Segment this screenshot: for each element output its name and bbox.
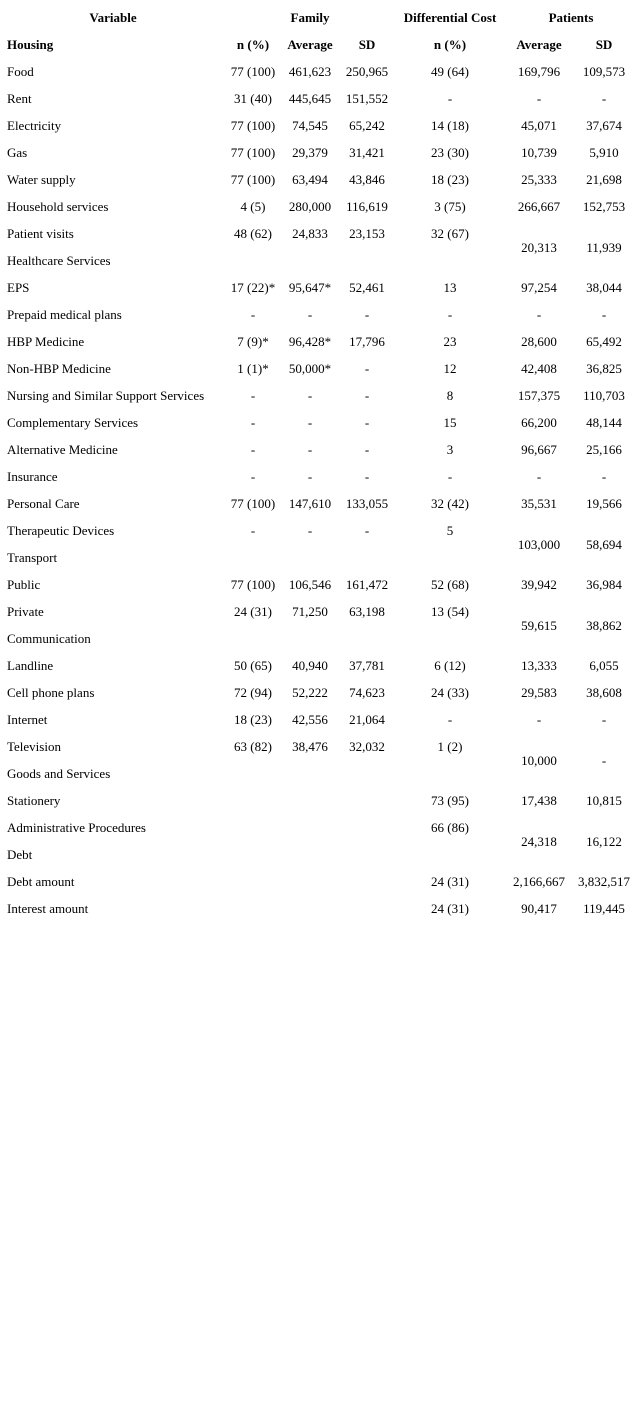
cell-patients-average: 35,531: [521, 496, 557, 511]
cell-family-average: 42,556: [292, 712, 328, 727]
cell-diff-n: 23: [443, 334, 457, 349]
cell-diff-n: -: [447, 307, 453, 322]
row-label: Gas: [7, 145, 28, 160]
cell-family-average: -: [307, 469, 313, 484]
cell-patients-sd: 37,674: [586, 118, 622, 133]
cell-family-n: -: [250, 523, 256, 538]
cell-patients-average: 169,796: [517, 64, 561, 79]
cell-diff-n: 24 (31): [431, 874, 469, 889]
row-label: Food: [7, 64, 34, 79]
cell-diff-n: 8: [446, 388, 454, 403]
cell-diff-n: 13 (54): [431, 604, 469, 619]
cell-patients-sd: -: [601, 712, 607, 727]
row-label: Stationery: [7, 793, 61, 808]
cell-family-n: 48 (62): [234, 226, 272, 241]
cell-diff-n: 24 (33): [431, 685, 469, 700]
cell-patients-average: 17,438: [521, 793, 557, 808]
cell-family-n: 24 (31): [234, 604, 272, 619]
cell-family-n: -: [250, 415, 256, 430]
cell-patients-average: -: [536, 91, 542, 106]
cell-family-average: -: [307, 523, 313, 538]
cell-diff-n: 13: [443, 280, 457, 295]
cell-patients-sd: -: [601, 307, 607, 322]
cell-family-n: 77 (100): [230, 172, 276, 187]
cell-family-average: 50,000*: [288, 361, 332, 376]
cell-family-average: 96,428*: [288, 334, 332, 349]
cell-family-sd: -: [364, 469, 370, 484]
row-label: Landline: [7, 658, 54, 673]
cell-family-n: -: [250, 469, 256, 484]
cell-patients-average: 66,200: [521, 415, 557, 430]
row-label: Internet: [7, 712, 48, 727]
cell-patients-average: 45,071: [521, 118, 557, 133]
header-family-n: n (%): [236, 37, 270, 52]
cell-family-n: 31 (40): [234, 91, 272, 106]
row-label: Complementary Services: [7, 415, 139, 430]
cell-family-sd: 161,472: [345, 577, 389, 592]
cell-patients-sd: 6,055: [589, 658, 619, 673]
row-label: Prepaid medical plans: [7, 307, 122, 322]
cell-family-average: 445,645: [288, 91, 332, 106]
cell-patients-average: 29,583: [521, 685, 557, 700]
cell-family-n: -: [250, 388, 256, 403]
row-label: EPS: [7, 280, 30, 295]
cell-diff-n: 73 (95): [431, 793, 469, 808]
cell-family-sd: 23,153: [349, 226, 385, 241]
cell-patients-average: 97,254: [521, 280, 557, 295]
cell-patients-sd: 21,698: [586, 172, 622, 187]
cell-family-sd: 65,242: [349, 118, 385, 133]
cell-family-average: 280,000: [288, 199, 332, 214]
cell-patients-average: 157,375: [517, 388, 561, 403]
header-family: Family: [290, 10, 330, 25]
cell-family-n: 77 (100): [230, 496, 276, 511]
cell-patients-sd: 48,144: [586, 415, 622, 430]
cell-patients-sd: 36,984: [586, 577, 622, 592]
cell-patients-sd: -: [601, 469, 607, 484]
cell-family-sd: 63,198: [349, 604, 385, 619]
cell-family-average: 52,222: [292, 685, 328, 700]
cell-family-n: 72 (94): [234, 685, 272, 700]
cell-diff-n: 3: [446, 442, 454, 457]
cell-diff-n: 1 (2): [437, 739, 463, 754]
cell-family-n: 63 (82): [234, 739, 272, 754]
cell-diff-n: -: [447, 91, 453, 106]
cell-family-sd: -: [364, 361, 370, 376]
row-label: Private: [7, 604, 44, 619]
row-label: Electricity: [7, 118, 62, 133]
cell-diff-n: 24 (31): [431, 901, 469, 916]
cell-diff-n: 14 (18): [431, 118, 469, 133]
cell-family-average: 461,623: [288, 64, 332, 79]
header-family-sd: SD: [358, 37, 376, 52]
cell-patients-sd: -: [601, 91, 607, 106]
cell-diff-n: 66 (86): [431, 820, 469, 835]
cell-patients-average: 96,667: [521, 442, 557, 457]
cell-family-sd: 250,965: [345, 64, 389, 79]
cell-patients-average: 2,166,667: [513, 874, 565, 889]
cell-family-n: 17 (22)*: [230, 280, 276, 295]
cell-diff-n: 32 (42): [431, 496, 469, 511]
cell-family-sd: 52,461: [349, 280, 385, 295]
row-label: Healthcare Services: [7, 253, 111, 268]
cell-family-sd: 133,055: [345, 496, 389, 511]
cell-patients-sd: 38,862: [586, 617, 622, 633]
cell-patients-average: 59,615: [521, 617, 557, 633]
cell-family-n: 1 (1)*: [237, 361, 269, 376]
cell-patients-average: 90,417: [521, 901, 557, 916]
cell-patients-average: -: [536, 712, 542, 727]
cell-family-sd: -: [364, 307, 370, 322]
cell-patients-sd: 16,122: [586, 833, 622, 849]
cell-family-sd: 31,421: [349, 145, 385, 160]
row-label: Therapeutic Devices: [7, 523, 115, 538]
cell-diff-n: 6 (12): [434, 658, 466, 673]
cell-family-n: -: [250, 307, 256, 322]
row-label: Non-HBP Medicine: [7, 361, 111, 376]
cell-family-average: 24,833: [292, 226, 328, 241]
cell-patients-sd: 58,694: [586, 536, 622, 552]
row-label: Debt amount: [7, 874, 75, 889]
cell-family-sd: 116,619: [346, 199, 388, 214]
cell-family-sd: -: [364, 442, 370, 457]
row-label: Interest amount: [7, 901, 89, 916]
cell-family-n: 77 (100): [230, 145, 276, 160]
row-label: Personal Care: [7, 496, 80, 511]
cell-diff-n: 32 (67): [431, 226, 469, 241]
cell-patients-average: -: [536, 469, 542, 484]
cell-patients-average: 25,333: [521, 172, 557, 187]
cell-diff-n: 52 (68): [431, 577, 469, 592]
cell-patients-average: 20,313: [521, 239, 557, 255]
cell-diff-n: 23 (30): [431, 145, 469, 160]
row-label: HBP Medicine: [7, 334, 85, 349]
cell-family-sd: 21,064: [349, 712, 385, 727]
cell-patients-sd: -: [601, 752, 607, 768]
cell-diff-n: 5: [446, 523, 454, 538]
row-label: Cell phone plans: [7, 685, 95, 700]
cell-family-average: 106,546: [288, 577, 332, 592]
row-label: Insurance: [7, 469, 58, 484]
cell-patients-average: 266,667: [517, 199, 561, 214]
cell-family-n: 77 (100): [230, 118, 276, 133]
cell-family-average: 29,379: [292, 145, 328, 160]
row-label: Goods and Services: [7, 766, 111, 781]
cell-diff-n: -: [447, 712, 453, 727]
cell-family-n: 7 (9)*: [237, 334, 269, 349]
cell-family-n: 77 (100): [230, 577, 276, 592]
row-label: Patient visits: [7, 226, 74, 241]
cell-diff-n: 49 (64): [431, 64, 469, 79]
cell-patients-sd: 10,815: [586, 793, 622, 808]
cell-family-sd: 74,623: [349, 685, 385, 700]
cell-family-average: 147,610: [288, 496, 332, 511]
cell-patients-sd: 19,566: [586, 496, 622, 511]
cell-family-sd: 17,796: [349, 334, 385, 349]
cell-patients-sd: 38,608: [586, 685, 622, 700]
cell-patients-average: 42,408: [521, 361, 557, 376]
cell-family-average: -: [307, 442, 313, 457]
cell-patients-average: 13,333: [521, 658, 557, 673]
cell-patients-average: 103,000: [517, 536, 561, 552]
header-patients-sd: SD: [595, 37, 613, 52]
header-patients-average: Average: [516, 37, 562, 52]
row-label: Water supply: [7, 172, 76, 187]
row-label: Transport: [7, 550, 58, 565]
cell-family-average: 71,250: [292, 604, 328, 619]
cell-patients-sd: 36,825: [586, 361, 622, 376]
header-patients: Patients: [548, 10, 594, 25]
cell-family-n: 77 (100): [230, 64, 276, 79]
cell-diff-n: -: [447, 469, 453, 484]
row-label: Debt: [7, 847, 33, 862]
cell-family-sd: 32,032: [349, 739, 385, 754]
row-label: Administrative Procedures: [7, 820, 146, 835]
cell-patients-sd: 3,832,517: [578, 874, 630, 889]
cell-family-average: 63,494: [292, 172, 328, 187]
header-family-average: Average: [287, 37, 333, 52]
row-label: Communication: [7, 631, 91, 646]
cell-diff-n: 18 (23): [431, 172, 469, 187]
cell-family-sd: 43,846: [349, 172, 385, 187]
cell-patients-average: 10,739: [521, 145, 557, 160]
cell-patients-sd: 38,044: [586, 280, 622, 295]
cell-patients-average: 28,600: [521, 334, 557, 349]
cell-family-average: -: [307, 307, 313, 322]
cell-patients-average: -: [536, 307, 542, 322]
cell-patients-sd: 11,939: [586, 239, 622, 255]
cell-family-average: -: [307, 415, 313, 430]
cell-patients-sd: 5,910: [589, 145, 619, 160]
cell-patients-sd: 152,753: [582, 199, 626, 214]
cell-family-n: -: [250, 442, 256, 457]
cell-family-sd: -: [364, 523, 370, 538]
cell-diff-n: 12: [443, 361, 457, 376]
row-label: Household services: [7, 199, 109, 214]
cell-family-sd: -: [364, 415, 370, 430]
cell-family-n: 50 (65): [234, 658, 272, 673]
cell-patients-sd: 65,492: [586, 334, 622, 349]
cell-family-average: 38,476: [292, 739, 328, 754]
cell-family-average: 95,647*: [288, 280, 332, 295]
cell-patients-sd: 119,445: [583, 901, 625, 916]
row-label: Nursing and Similar Support Services: [7, 388, 205, 403]
cell-diff-n: 3 (75): [434, 199, 466, 214]
cell-family-average: 40,940: [292, 658, 328, 673]
cell-patients-average: 24,318: [521, 833, 557, 849]
cell-diff-n: 15: [443, 415, 457, 430]
cell-family-sd: 37,781: [349, 658, 385, 673]
cell-patients-average: 39,942: [521, 577, 557, 592]
cell-family-average: -: [307, 388, 313, 403]
cell-patients-sd: 25,166: [586, 442, 622, 457]
header-differential-cost: Differential Cost: [403, 10, 497, 25]
cell-family-sd: 151,552: [345, 91, 389, 106]
cell-patients-average: 10,000: [521, 752, 557, 768]
row-label: Housing: [7, 37, 54, 52]
cell-family-sd: -: [364, 388, 370, 403]
cell-patients-sd: 109,573: [582, 64, 626, 79]
cell-patients-sd: 110,703: [583, 388, 625, 403]
row-label: Rent: [7, 91, 32, 106]
header-diff-n: n (%): [433, 37, 467, 52]
row-label: Alternative Medicine: [7, 442, 118, 457]
cell-family-n: 18 (23): [234, 712, 272, 727]
cell-family-average: 74,545: [292, 118, 328, 133]
header-variable: Variable: [89, 10, 137, 25]
row-label: Public: [7, 577, 41, 592]
row-label: Television: [7, 739, 61, 754]
cell-family-n: 4 (5): [240, 199, 266, 214]
